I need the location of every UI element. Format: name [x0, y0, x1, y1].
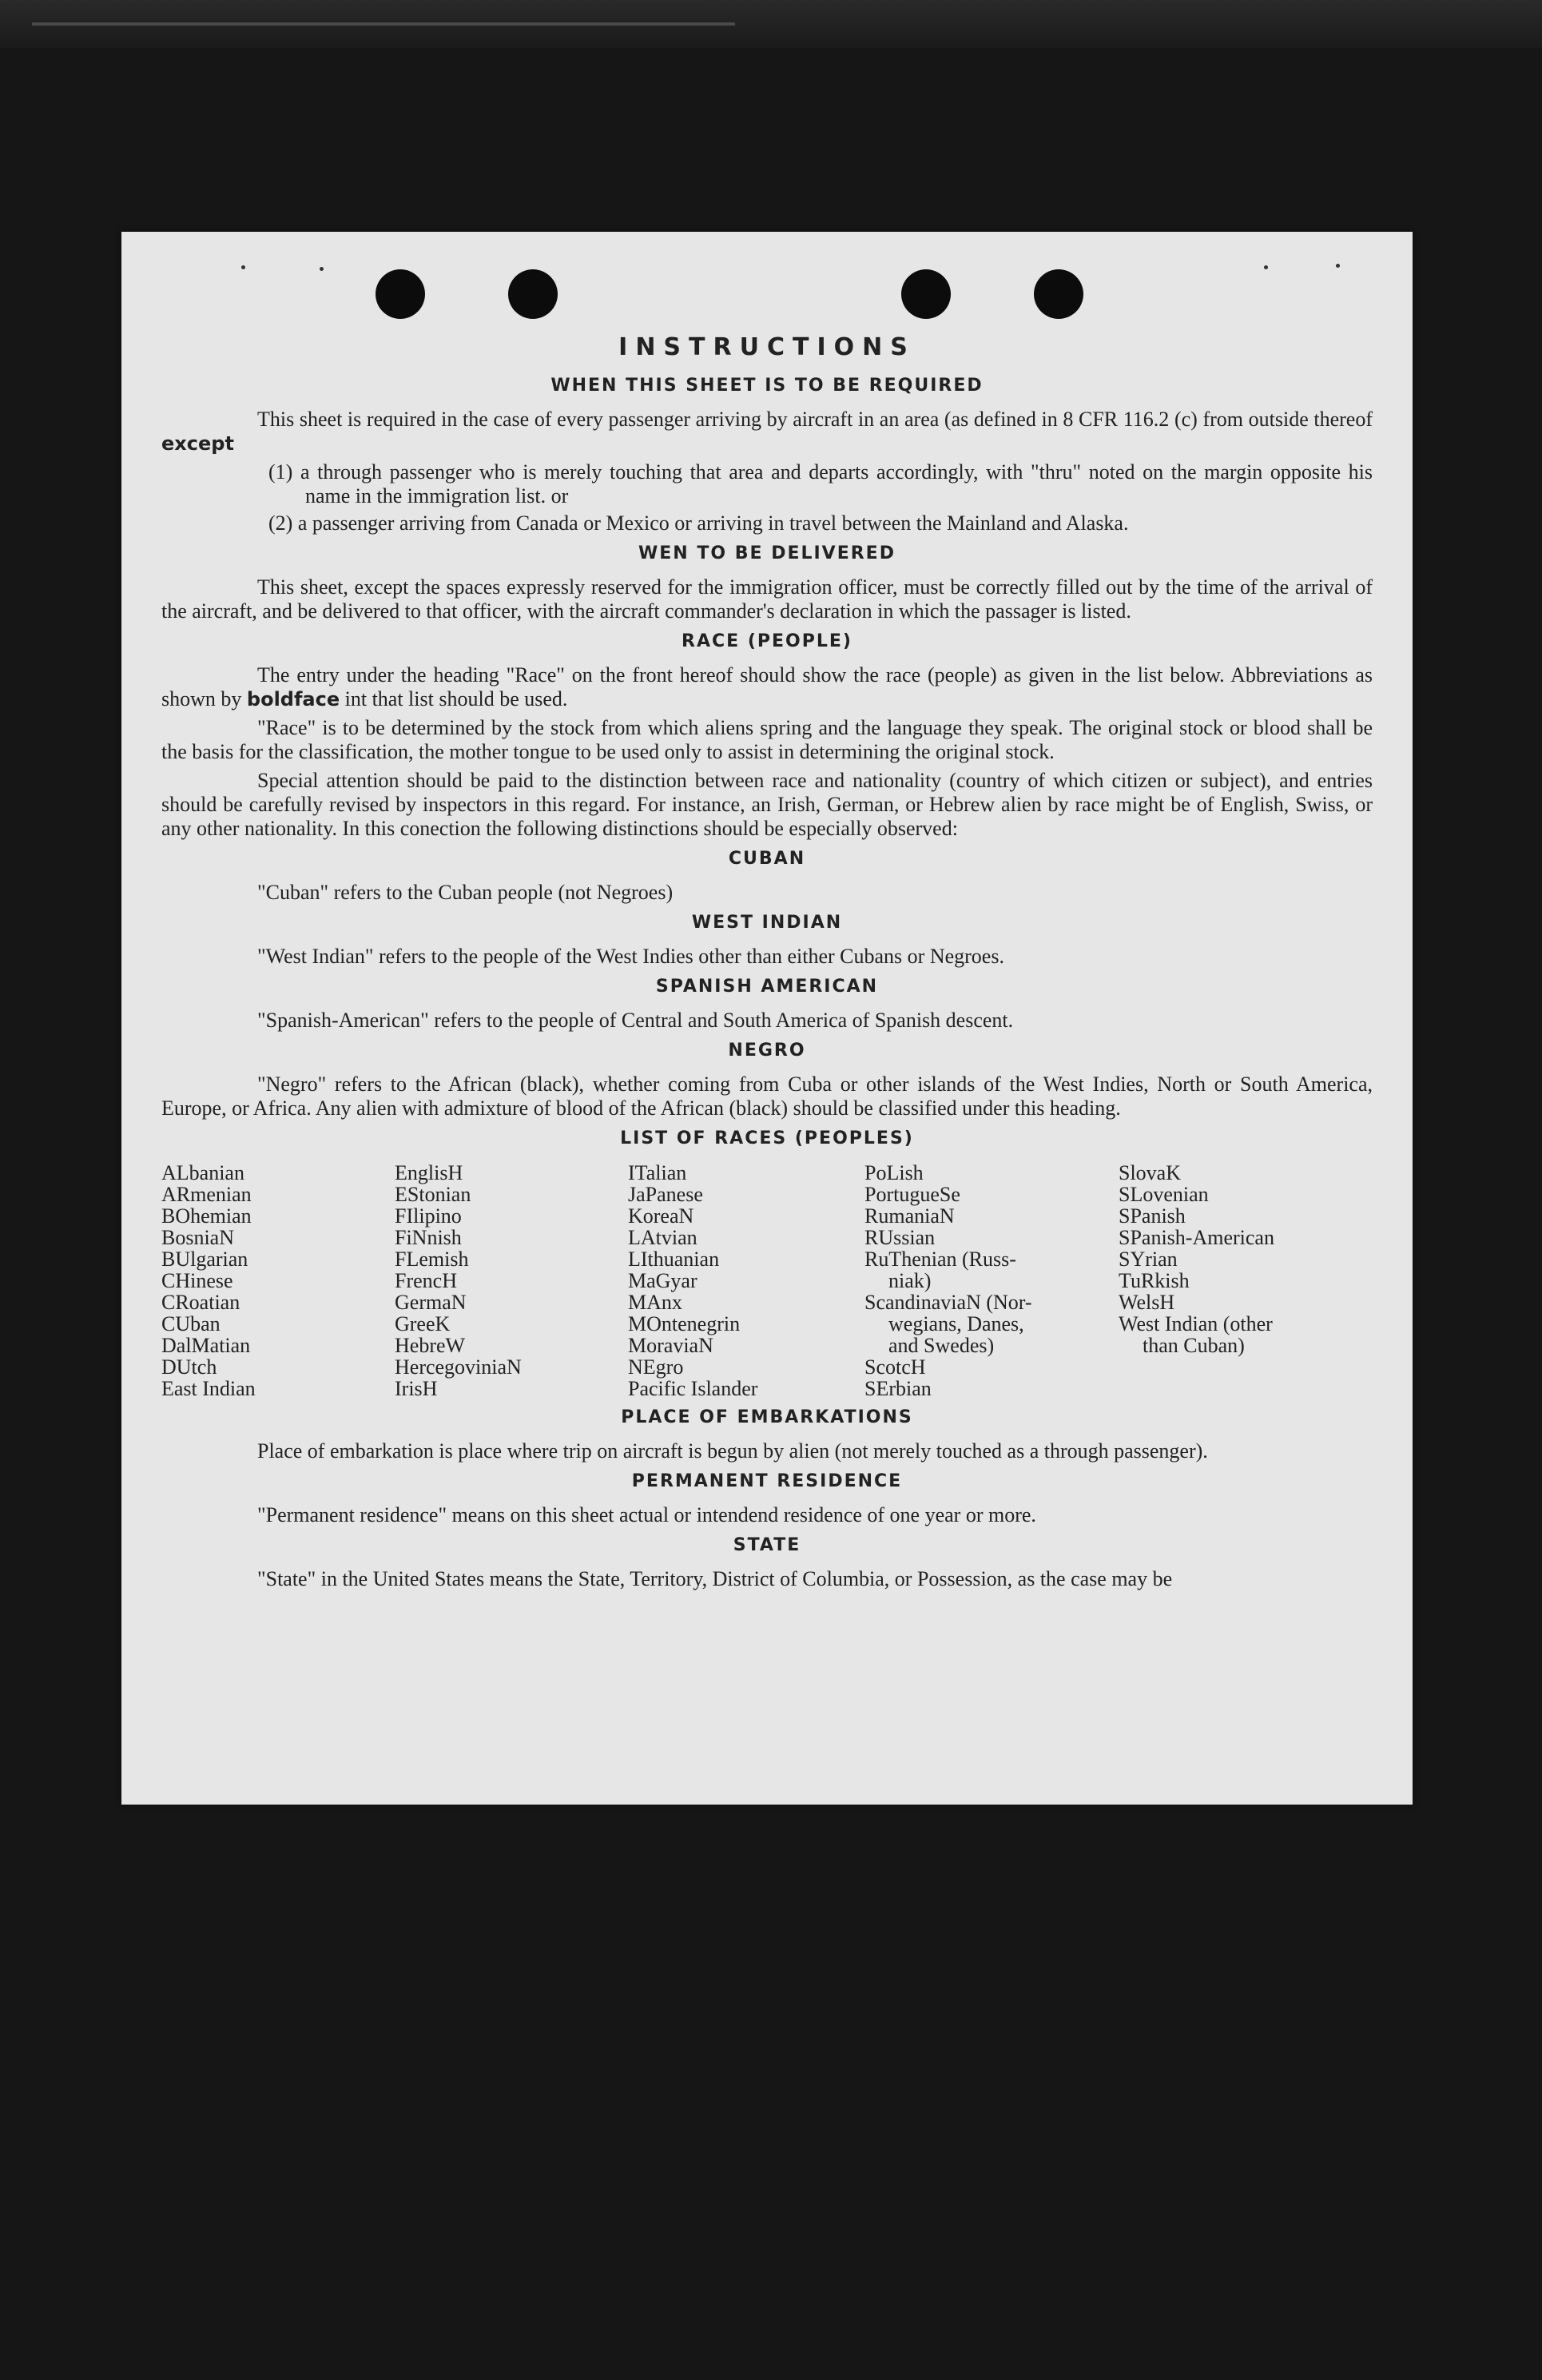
- item-number: (2): [268, 511, 293, 535]
- race-item: CUban: [161, 1312, 221, 1335]
- race-item: HercegoviniaN: [395, 1355, 522, 1379]
- race-item: BosniaN: [161, 1226, 234, 1249]
- intro-text: This sheet is required in the case of every passenger arriving by aircraft in an area (as defined in 8 CFR 116.2 (c) from outside thereof: [257, 408, 1373, 431]
- boldface-word: boldface: [246, 688, 340, 710]
- spanish-american-text: "Spanish-American" refers to the people of Central and South America of Spanish descent.: [257, 1009, 1014, 1032]
- punch-hole-4: [1034, 269, 1083, 319]
- embarkation-text: Place of embarkation is place where trip on aircraft is begun by alien (not merely touched as a through passenger).: [257, 1439, 1208, 1463]
- race-item: SPanish-American: [1119, 1226, 1274, 1249]
- heading-cuban: CUBAN: [728, 849, 806, 869]
- race-item: SPanish: [1119, 1204, 1186, 1228]
- race-item: SYrian: [1119, 1248, 1178, 1271]
- race-item-continued: wegians, Danes,: [888, 1312, 1024, 1335]
- race-item: SErbian: [864, 1377, 932, 1400]
- except-word: except: [161, 432, 234, 455]
- heading-negro: NEGRO: [728, 1041, 806, 1061]
- race-item: KoreaN: [628, 1204, 694, 1228]
- item-number: (1): [268, 460, 293, 484]
- negro-text: "Negro" refers to the African (black), whether coming from Cuba or other islands of the West Indies, North or South America, Europe, or Africa. Any alien with admixture of blood of the African (black) should be classified under this heading.: [161, 1073, 1373, 1120]
- race-item: ScotcH: [864, 1355, 926, 1379]
- document-content: [161, 333, 1373, 1596]
- west-indian-text: "West Indian" refers to the people of the West Indies other than either Cubans or Negroes.: [257, 945, 1004, 968]
- race-item: EStonian: [395, 1183, 471, 1206]
- race-item: SlovaK: [1119, 1161, 1181, 1184]
- race-item: ITalian: [628, 1161, 687, 1184]
- punch-hole-2: [508, 269, 558, 319]
- race-item: SLovenian: [1119, 1183, 1209, 1206]
- item-text: a passenger arriving from Canada or Mexico or arriving in travel between the Mainland and Alaska.: [297, 511, 1129, 535]
- heading-west-indian: WEST INDIAN: [691, 913, 843, 933]
- race-item: PoLish: [864, 1161, 924, 1184]
- heading-embarkation: PLACE OF EMBARKATIONS: [621, 1407, 913, 1427]
- race-item: CRoatian: [161, 1291, 240, 1314]
- race-item: DUtch: [161, 1355, 217, 1379]
- race-item: TuRkish: [1119, 1269, 1190, 1292]
- punch-hole-1: [376, 269, 425, 319]
- race-p1-start: The entry under the heading "Race" on the front hereof should show the race (people) as given in the list below. Abbreviations as shown by: [161, 663, 1373, 710]
- race-item-continued: and Swedes): [888, 1334, 995, 1357]
- heading-spanish-american: SPANISH AMERICAN: [655, 977, 879, 997]
- race-item: GreeK: [395, 1312, 451, 1335]
- race-item: FrencH: [395, 1269, 457, 1292]
- race-item: West Indian (other: [1119, 1312, 1273, 1335]
- race-item: ARmenian: [161, 1183, 252, 1206]
- speck: [241, 265, 245, 269]
- race-paragraph-3: Special attention should be paid to the distinction between race and nationality (country of which citizen or subject), and entries should be carefully revised by inspectors in this regard. For instance, an Irish, German, or Hebrew alien by race might be of English, Swiss, or any other nationality. In this conection the following distinctions should be especially observed:: [161, 769, 1373, 840]
- race-item: LIthuanian: [628, 1248, 720, 1271]
- item-text: a through passenger who is merely touching that area and departs accordingly, with "thru" noted on the margin opposite his name in the immigration list. or: [300, 460, 1373, 507]
- race-item: RumaniaN: [864, 1204, 955, 1228]
- punch-hole-3: [901, 269, 951, 319]
- when-required-intro: [161, 408, 1373, 456]
- race-paragraph-1: [161, 663, 1373, 711]
- heading-list-of-races: LIST OF RACES (PEOPLES): [620, 1128, 914, 1148]
- race-item: ALbanian: [161, 1161, 244, 1184]
- race-item: PortugueSe: [864, 1183, 960, 1206]
- race-item: FIlipino: [395, 1204, 462, 1228]
- race-item: GermaN: [395, 1291, 467, 1314]
- race-column-4: [864, 1162, 1119, 1399]
- residence-text: "Permanent residence" means on this sheet actual or intendend residence of one year or more.: [257, 1503, 1036, 1526]
- heading-permanent-residence: PERMANENT RESIDENCE: [631, 1471, 903, 1491]
- race-item: FiNnish: [395, 1226, 462, 1249]
- race-item: MOntenegrin: [628, 1312, 741, 1335]
- race-item: FLemish: [395, 1248, 469, 1271]
- race-column-5: [1119, 1162, 1358, 1399]
- race-item: DalMatian: [161, 1334, 251, 1357]
- race-item: WelsH: [1119, 1291, 1175, 1314]
- race-item-continued: than Cuban): [1143, 1334, 1245, 1357]
- race-p1-end: int that list should be used.: [344, 687, 568, 710]
- speck: [1336, 264, 1340, 268]
- speck: [1264, 265, 1268, 269]
- exception-item-1: [161, 460, 1373, 508]
- race-item: MoraviaN: [628, 1334, 713, 1357]
- scan-edge-line: [32, 22, 735, 26]
- race-list: [161, 1162, 1373, 1399]
- race-item: MAnx: [628, 1291, 682, 1314]
- race-item: LAtvian: [628, 1226, 697, 1249]
- race-item: BOhemian: [161, 1204, 252, 1228]
- race-item: BUlgarian: [161, 1248, 248, 1271]
- heading-state: STATE: [733, 1535, 801, 1555]
- race-item: Pacific Islander: [628, 1377, 758, 1400]
- race-item: NEgro: [628, 1355, 684, 1379]
- race-column-2: [395, 1162, 628, 1399]
- heading-race: RACE (PEOPLE): [682, 631, 852, 651]
- race-item: HebreW: [395, 1334, 466, 1357]
- race-paragraph-2: "Race" is to be determined by the stock from which aliens spring and the language they speak. The original stock or blood shall be the basis for the classification, the mother tongue to be used only to assist in determining the original stock.: [161, 716, 1373, 763]
- heading-when-required: WHEN THIS SHEET IS TO BE REQUIRED: [550, 376, 984, 396]
- race-item-continued: niak): [888, 1269, 932, 1292]
- race-column-1: [161, 1162, 395, 1399]
- heading-when-delivered: WEN TO BE DELIVERED: [638, 543, 896, 563]
- document-sheet: [121, 232, 1413, 1805]
- race-column-3: [628, 1162, 864, 1399]
- race-item: EnglisH: [395, 1161, 463, 1184]
- exception-item-2: [161, 511, 1373, 535]
- race-item: RUssian: [864, 1226, 936, 1249]
- race-item: East Indian: [161, 1377, 256, 1400]
- race-item: JaPanese: [628, 1183, 703, 1206]
- speck: [320, 267, 324, 271]
- race-item: MaGyar: [628, 1269, 697, 1292]
- page-title: INSTRUCTIONS: [618, 333, 916, 361]
- cuban-text: "Cuban" refers to the Cuban people (not Negroes): [257, 881, 674, 904]
- race-item: ScandinaviaN (Nor-: [864, 1291, 1032, 1314]
- race-item: RuThenian (Russ-: [864, 1248, 1016, 1271]
- state-text: "State" in the United States means the State, Territory, District of Columbia, or Possession, as the case may be: [257, 1567, 1173, 1590]
- when-delivered-text: This sheet, except the spaces expressly reserved for the immigration officer, must be correctly filled out by the time of the arrival of the aircraft, and be delivered to that officer, with the aircraft commander's declaration in which the passager is listed.: [161, 575, 1373, 623]
- race-item: IrisH: [395, 1377, 438, 1400]
- race-item: CHinese: [161, 1269, 233, 1292]
